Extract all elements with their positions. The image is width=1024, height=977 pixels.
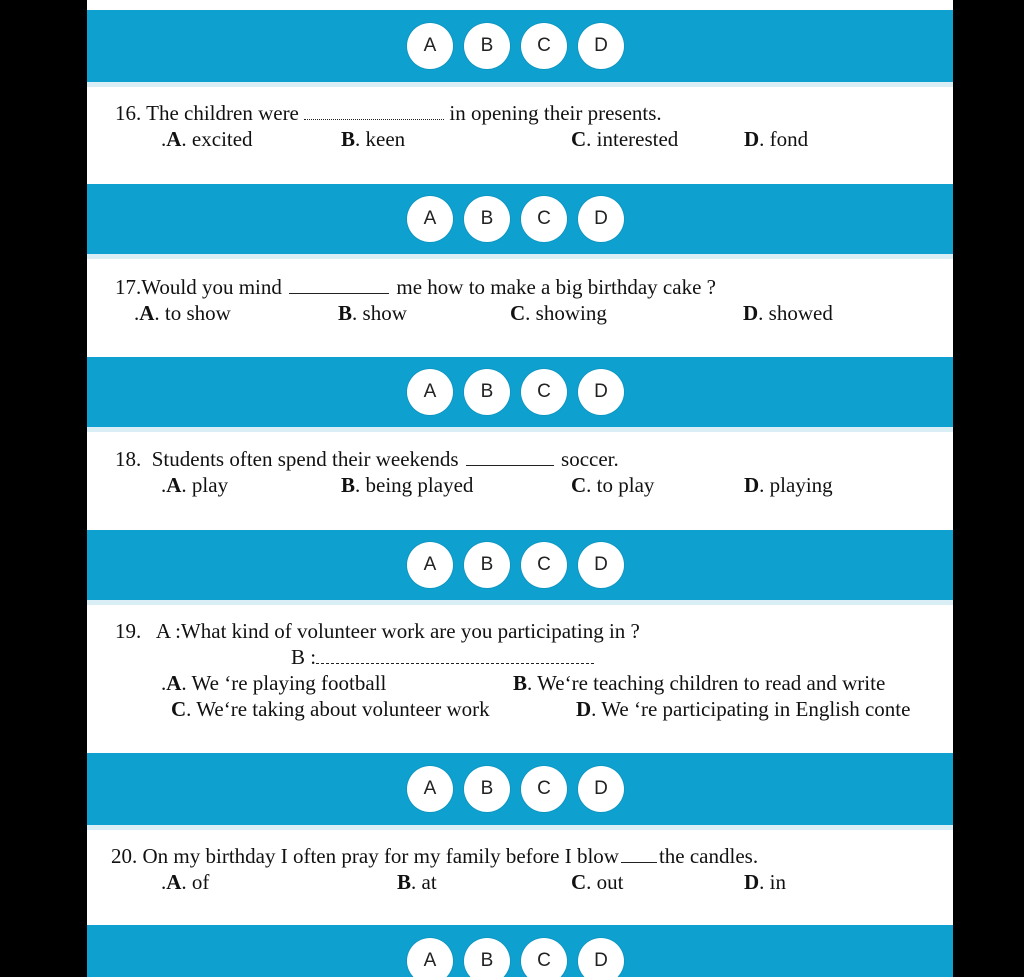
question-number: 16. <box>115 101 142 125</box>
choice-a[interactable]: .A. of <box>161 870 210 894</box>
choice-b[interactable]: B. at <box>397 870 437 894</box>
choice-c[interactable]: C. to play <box>571 473 655 497</box>
question-number: 19. <box>115 619 142 643</box>
question-stem-end: the candles. <box>658 844 759 868</box>
question-number: 18. <box>115 447 142 471</box>
question-20 <box>87 843 953 903</box>
choice-c[interactable]: C. We‘re taking about volunteer work <box>171 697 490 721</box>
option-d-button[interactable]: D <box>578 766 624 812</box>
option-c-button[interactable]: C <box>521 766 567 812</box>
question-stem-end: soccer. <box>561 447 619 471</box>
answer-band-20 <box>87 925 953 977</box>
option-c-button[interactable]: C <box>521 196 567 242</box>
question-stem-start: Students often spend their weekends <box>151 447 459 471</box>
question-number: 17. <box>115 275 142 299</box>
choice-b[interactable]: B. being played <box>341 473 474 497</box>
choice-b[interactable]: B. We‘re teaching children to read and write <box>513 671 886 695</box>
answer-blank <box>316 645 594 664</box>
dialogue-line-b: B : <box>291 645 317 669</box>
choice-c[interactable]: C. out <box>571 870 624 894</box>
question-stem-start: On my birthday I often pray for my family before I blow <box>142 844 619 868</box>
option-b-button[interactable]: B <box>464 196 510 242</box>
choice-d[interactable]: D. showed <box>743 301 833 325</box>
answer-band-17 <box>87 357 953 432</box>
choice-c[interactable]: C. showing <box>510 301 607 325</box>
question-stem-end: me how to make a big birthday cake ? <box>396 275 716 299</box>
dialogue-line-a: A :What kind of volunteer work are you participating in ? <box>155 619 640 643</box>
option-a-button[interactable]: A <box>407 23 453 69</box>
answer-band-19 <box>87 753 953 830</box>
option-c-button[interactable]: C <box>521 23 567 69</box>
question-number: 20. <box>111 844 138 868</box>
answer-band-16 <box>87 184 953 259</box>
option-a-button[interactable]: A <box>407 196 453 242</box>
answer-band-15 <box>87 10 953 87</box>
option-c-button[interactable]: C <box>521 369 567 415</box>
answer-blank <box>621 844 657 863</box>
option-a-button[interactable]: A <box>407 542 453 588</box>
question-16 <box>87 100 953 160</box>
answer-blank <box>304 101 444 120</box>
choice-a[interactable]: .A. play <box>161 473 229 497</box>
option-b-button[interactable]: B <box>464 766 510 812</box>
question-17 <box>87 274 953 334</box>
choice-c[interactable]: C. interested <box>571 127 679 151</box>
answer-band-18 <box>87 530 953 605</box>
option-d-button[interactable]: D <box>578 938 624 977</box>
option-d-button[interactable]: D <box>578 23 624 69</box>
option-d-button[interactable]: D <box>578 542 624 588</box>
choice-b[interactable]: B. keen <box>341 127 406 151</box>
answer-blank <box>466 447 554 466</box>
question-stem-start: The children were <box>146 101 299 125</box>
choice-a[interactable]: .A. to show <box>134 301 231 325</box>
option-d-button[interactable]: D <box>578 196 624 242</box>
option-b-button[interactable]: B <box>464 542 510 588</box>
answer-blank <box>289 275 389 294</box>
choice-a[interactable]: .A. We ‘re playing football <box>161 671 387 695</box>
choice-a[interactable]: .A. excited <box>161 127 253 151</box>
option-b-button[interactable]: B <box>464 23 510 69</box>
quiz-sheet <box>87 0 953 977</box>
choice-d[interactable]: D. fond <box>744 127 809 151</box>
option-a-button[interactable]: A <box>407 938 453 977</box>
choice-d[interactable]: D. We ‘re participating in English conte <box>576 697 911 721</box>
question-18 <box>87 446 953 506</box>
option-b-button[interactable]: B <box>464 938 510 977</box>
option-b-button[interactable]: B <box>464 369 510 415</box>
option-a-button[interactable]: A <box>407 766 453 812</box>
question-stem-end: in opening their presents. <box>449 101 662 125</box>
option-d-button[interactable]: D <box>578 369 624 415</box>
choice-d[interactable]: D. in <box>744 870 787 894</box>
question-19 <box>87 618 953 728</box>
option-a-button[interactable]: A <box>407 369 453 415</box>
choice-b[interactable]: B. show <box>338 301 407 325</box>
question-stem-start: Would you mind <box>141 275 282 299</box>
option-c-button[interactable]: C <box>521 938 567 977</box>
option-c-button[interactable]: C <box>521 542 567 588</box>
choice-d[interactable]: D. playing <box>744 473 833 497</box>
